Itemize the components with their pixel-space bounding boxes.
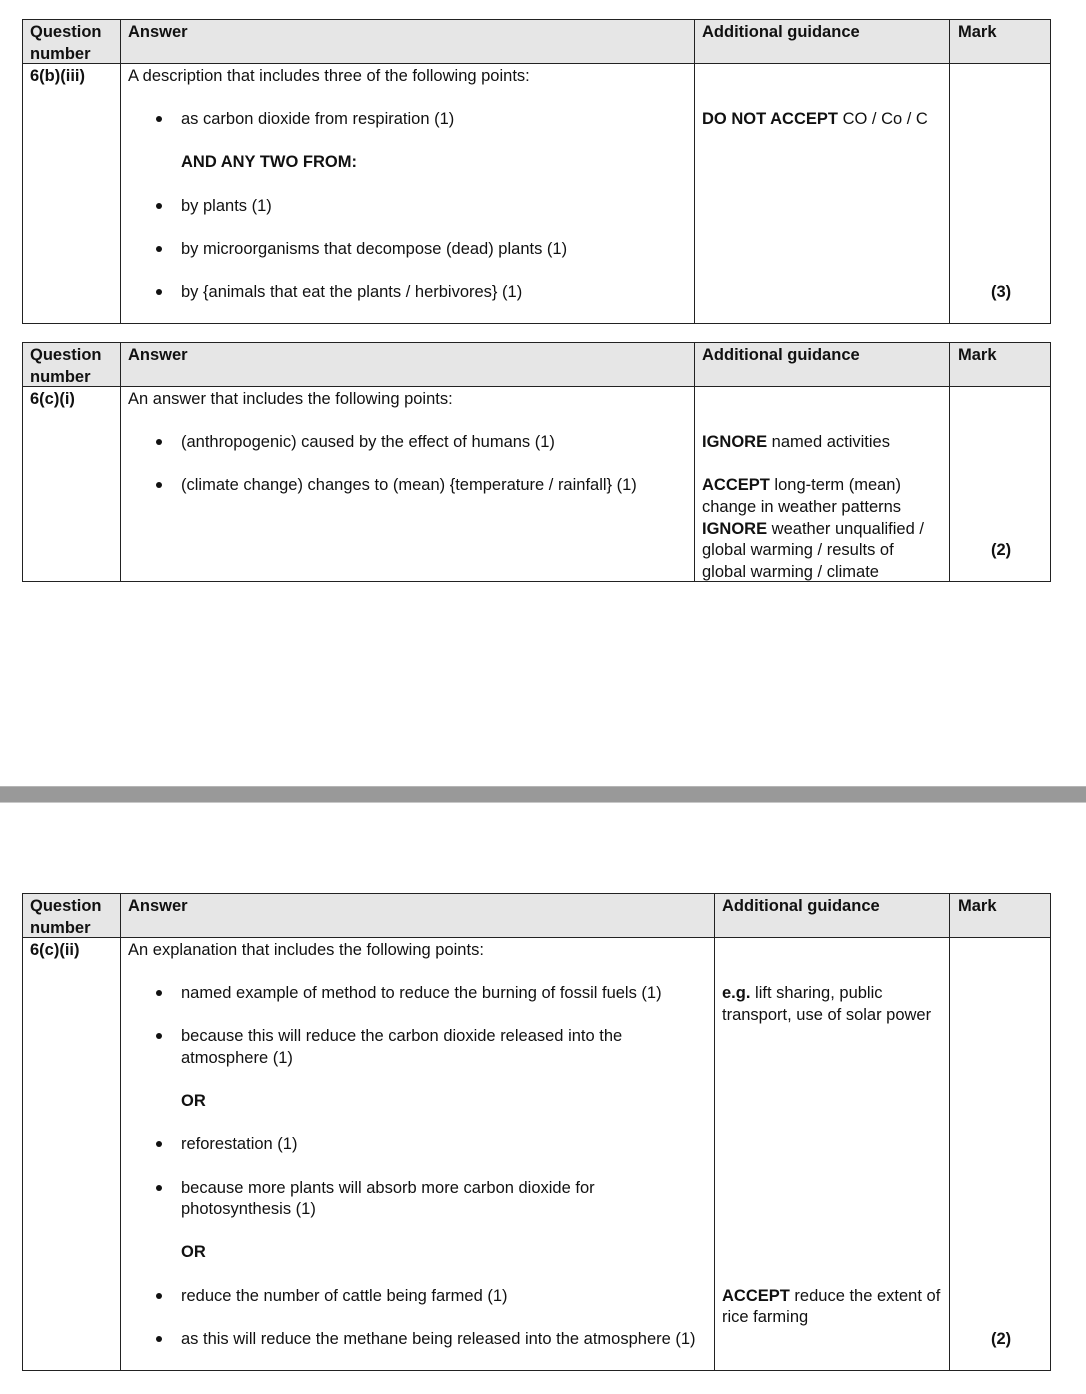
- header-question: Question: [30, 23, 102, 41]
- answer-point-cont: photosynthesis (1): [181, 1200, 316, 1218]
- answer-point: because this will reduce the carbon dioxide released into the: [181, 1027, 623, 1045]
- guidance-text: rice farming: [722, 1308, 809, 1326]
- header-answer: Answer: [128, 897, 188, 915]
- bullet-icon: [156, 1293, 162, 1299]
- divider: [694, 20, 695, 323]
- or-label: OR: [181, 1243, 206, 1261]
- mark-scheme-table-6biii: [22, 19, 1051, 324]
- mark-value: (2): [991, 1330, 1012, 1348]
- header-guidance: Additional guidance: [722, 897, 880, 915]
- answer-intro: An explanation that includes the following points:: [128, 941, 484, 959]
- header-number: number: [30, 368, 91, 386]
- divider: [949, 343, 950, 581]
- header-mark: Mark: [958, 897, 997, 915]
- answer-point: as carbon dioxide from respiration (1): [181, 110, 455, 128]
- divider: [949, 20, 950, 323]
- answer-point: reduce the number of cattle being farmed (1): [181, 1287, 508, 1305]
- header-guidance: Additional guidance: [702, 346, 860, 364]
- header-guidance: Additional guidance: [702, 23, 860, 41]
- header-answer: Answer: [128, 23, 188, 41]
- divider: [714, 894, 715, 1370]
- question-number: 6(b)(iii): [30, 67, 85, 85]
- bullet-icon: [156, 439, 162, 445]
- answer-intro: A description that includes three of the following points:: [128, 67, 530, 85]
- answer-point: because more plants will absorb more carbon dioxide for: [181, 1179, 595, 1197]
- answer-point: (anthropogenic) caused by the effect of humans (1): [181, 433, 555, 451]
- header-number: number: [30, 919, 91, 937]
- answer-point: (climate change) changes to (mean) {temperature / rainfall} (1): [181, 476, 637, 494]
- header-question: Question: [30, 346, 102, 364]
- answer-point: by microorganisms that decompose (dead) plants (1): [181, 240, 568, 258]
- question-number: 6(c)(i): [30, 390, 75, 408]
- bullet-icon: [156, 246, 162, 252]
- header-mark: Mark: [958, 23, 997, 41]
- guidance-ignore: IGNORE weather unqualified /: [702, 520, 924, 538]
- answer-point: as this will reduce the methane being released into the atmosphere (1): [181, 1330, 696, 1348]
- divider: [949, 894, 950, 1370]
- answer-point-cont: atmosphere (1): [181, 1049, 293, 1067]
- header-mark: Mark: [958, 346, 997, 364]
- mark-scheme-table-6ci: [22, 342, 1051, 582]
- mark-value: (3): [991, 283, 1012, 301]
- answer-point: by {animals that eat the plants / herbivores} (1): [181, 283, 523, 301]
- answer-point: reforestation (1): [181, 1135, 298, 1153]
- divider: [120, 894, 121, 1370]
- guidance-text: change in weather patterns: [702, 498, 902, 516]
- header-question: Question: [30, 897, 102, 915]
- guidance-text: global warming / results of: [702, 541, 894, 559]
- bullet-icon: [156, 289, 162, 295]
- divider: [694, 343, 695, 581]
- guidance-accept: ACCEPT reduce the extent of: [722, 1287, 941, 1305]
- bullet-icon: [156, 990, 162, 996]
- mark-value: (2): [991, 541, 1012, 559]
- and-any-two: AND ANY TWO FROM:: [181, 153, 357, 171]
- answer-intro: An answer that includes the following points:: [128, 390, 453, 408]
- bullet-icon: [156, 1185, 162, 1191]
- guidance-text: global warming / climate: [702, 563, 879, 581]
- mark-scheme-table-6cii: [22, 893, 1051, 1371]
- guidance-eg: e.g. lift sharing, public: [722, 984, 883, 1002]
- bullet-icon: [156, 116, 162, 122]
- divider: [120, 343, 121, 581]
- or-label: OR: [181, 1092, 206, 1110]
- answer-point: by plants (1): [181, 197, 272, 215]
- guidance-ignore: IGNORE named activities: [702, 433, 890, 451]
- answer-point: named example of method to reduce the burning of fossil fuels (1): [181, 984, 662, 1002]
- bullet-icon: [156, 1141, 162, 1147]
- bullet-icon: [156, 1336, 162, 1342]
- bullet-icon: [156, 482, 162, 488]
- guidance-accept: ACCEPT long-term (mean): [702, 476, 901, 494]
- divider: [120, 20, 121, 323]
- header-number: number: [30, 45, 91, 63]
- guidance-text: transport, use of solar power: [722, 1006, 932, 1024]
- bullet-icon: [156, 203, 162, 209]
- page-break: [0, 786, 1086, 803]
- bullet-icon: [156, 1033, 162, 1039]
- question-number: 6(c)(ii): [30, 941, 80, 959]
- guidance-text: DO NOT ACCEPT CO / Co / C: [702, 110, 928, 128]
- header-answer: Answer: [128, 346, 188, 364]
